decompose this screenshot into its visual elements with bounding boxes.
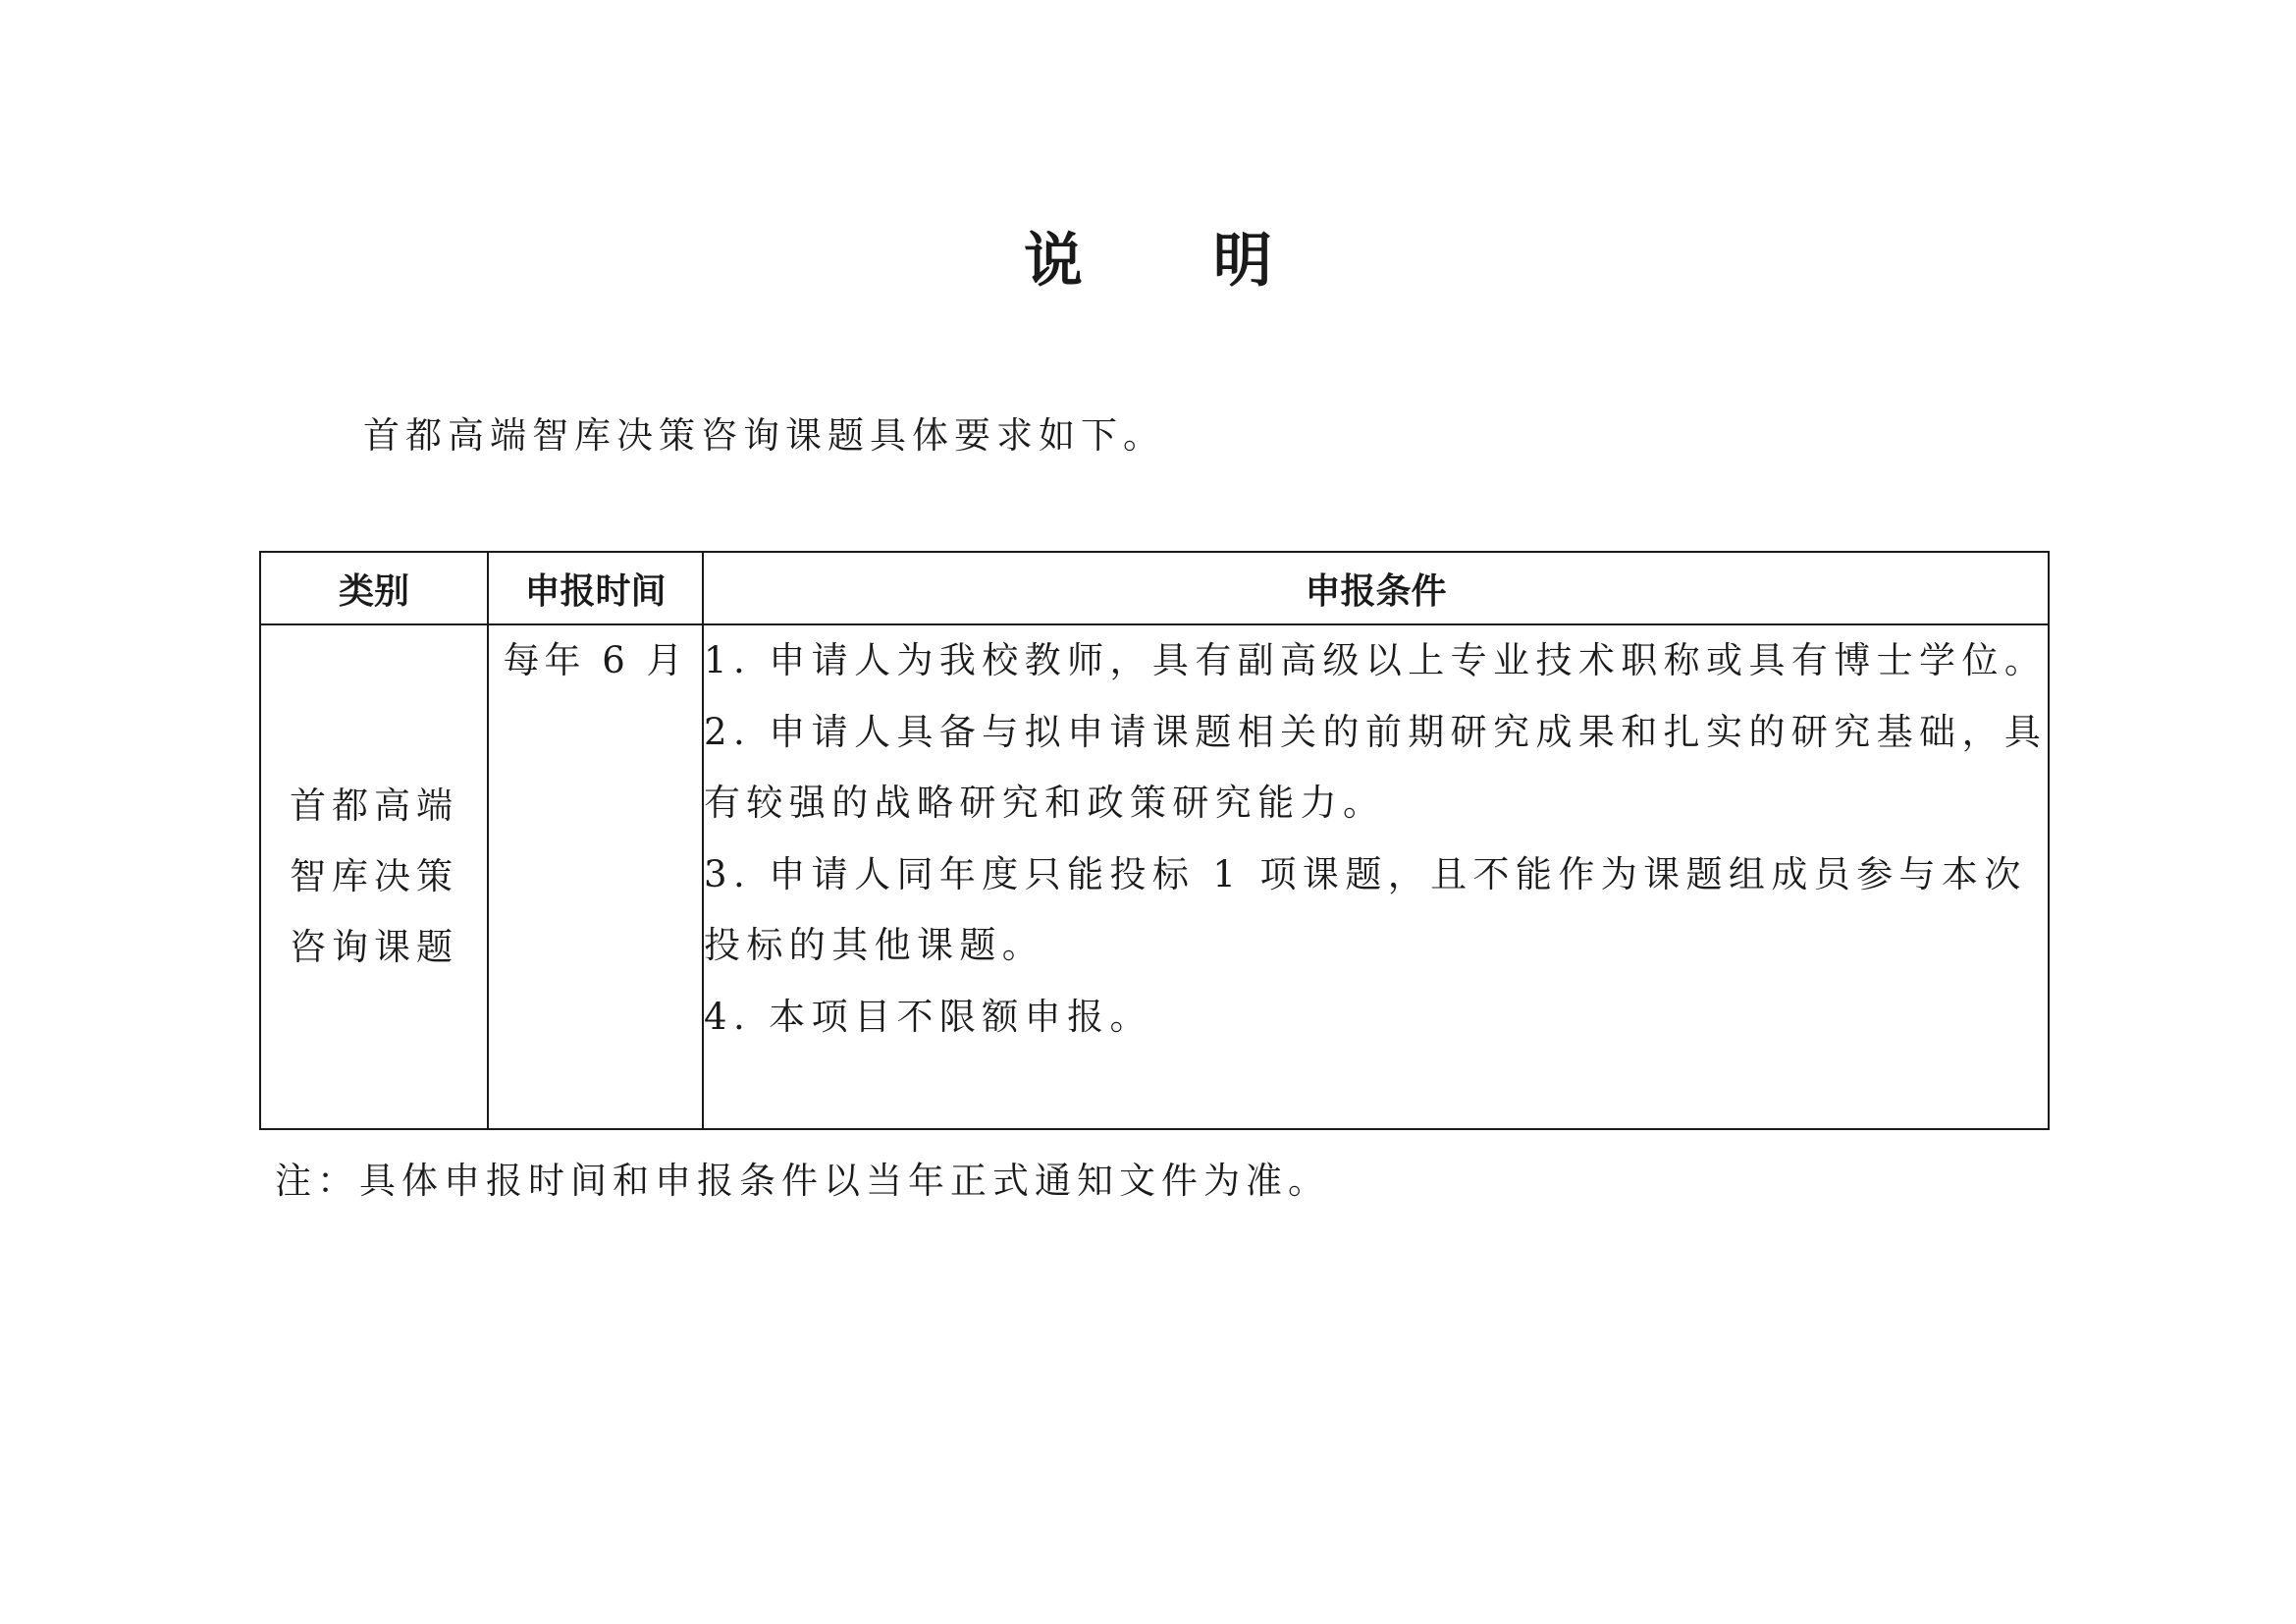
condition-item: 4. 本项目不限额申报。 xyxy=(704,995,1152,1038)
table-row xyxy=(260,624,2049,1129)
condition-item: 2. 申请人具备与拟申请课题相关的前期研究成果和扎实的研究基础，具有较强的战略研究和政策研究能力。 xyxy=(704,710,2048,824)
condition-item: 3. 申请人同年度只能投标 1 项课题，且不能作为课题组成员参与本次投标的其他课题。 xyxy=(704,852,2027,966)
time-cell: 每年 6 月 xyxy=(488,624,703,1129)
category-cell xyxy=(260,624,488,1129)
requirements-table xyxy=(259,551,2050,1130)
category-line: 首都高端 xyxy=(290,785,458,827)
header-conditions: 申报条件 xyxy=(703,552,2049,624)
category-line: 咨询课题 xyxy=(290,926,458,968)
header-time: 申报时间 xyxy=(488,552,703,624)
table-header-row xyxy=(260,552,2049,624)
page-title: 说 明 xyxy=(1024,227,1327,296)
footnote: 注：具体申报时间和申报条件以当年正式通知文件为准。 xyxy=(275,1160,1330,1202)
category-line: 智库决策 xyxy=(290,855,458,897)
header-category: 类别 xyxy=(260,552,488,624)
conditions-cell xyxy=(703,624,2049,1129)
condition-item: 1. 申请人为我校教师，具有副高级以上专业技术职称或具有博士学位。 xyxy=(704,639,2048,681)
intro-paragraph: 首都高端智库决策咨询课题具体要求如下。 xyxy=(363,414,1165,457)
